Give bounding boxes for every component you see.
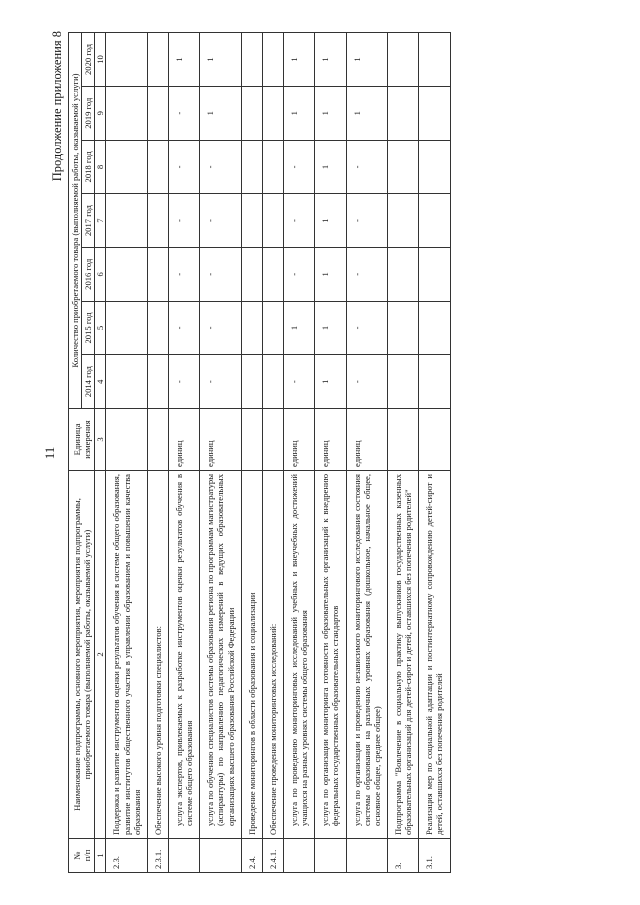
- column-number: 6: [95, 247, 106, 301]
- year-value: [387, 86, 418, 140]
- row-number: 3.1.: [419, 838, 450, 872]
- row-name: услуга по организации и проведению независимого мониторингового исследования состояния системы образования на различных уровнях образования (дошкольное, начальное общее, основное общее, среднее общее): [346, 470, 387, 838]
- year-value: -: [200, 354, 241, 408]
- year-value: -: [346, 354, 387, 408]
- header-quantity: Количество приобретаемого товара (выполняемой работы, оказываемой услуги): [69, 32, 82, 408]
- year-value: [262, 32, 283, 86]
- row-name: Реализация мер по социальной адаптации и постинтернатному сопровождению детей-сирот и детей, оставшихся без попечения родителей: [419, 470, 450, 838]
- row-unit: единиц: [346, 408, 387, 470]
- row-number: 2.4.1.: [262, 838, 283, 872]
- table-row: [106, 32, 147, 872]
- year-value: -: [168, 354, 199, 408]
- year-value: [387, 32, 418, 86]
- column-number: 2: [95, 470, 106, 838]
- column-number: 9: [95, 86, 106, 140]
- year-value: [387, 193, 418, 247]
- year-value: [387, 301, 418, 355]
- header-year: 2019 год: [82, 86, 95, 140]
- year-value: [147, 32, 168, 86]
- row-unit: единиц: [315, 408, 346, 470]
- year-value: [241, 354, 262, 408]
- row-number: [200, 838, 241, 872]
- table-row: [168, 32, 199, 872]
- year-value: [262, 193, 283, 247]
- row-name: Подпрограмма "Вовлечение в социальную практику выпускников государственных казенных образовательных организаций для детей-сирот и детей, оставшихся без попечения родителей": [387, 470, 418, 838]
- row-unit: [241, 408, 262, 470]
- year-value: -: [200, 140, 241, 194]
- year-value: -: [346, 301, 387, 355]
- row-number: [346, 838, 387, 872]
- year-value: 1: [315, 301, 346, 355]
- header-num: № п/п: [69, 838, 95, 872]
- year-value: [262, 354, 283, 408]
- column-number: 10: [95, 32, 106, 86]
- row-number: 2.3.: [106, 838, 147, 872]
- table-row: [241, 32, 262, 872]
- column-number: 3: [95, 408, 106, 470]
- header-name: Наименование подпрограммы, основного мероприятия, мероприятия подпрограммы, приобретаемого товара (выполняемой работы, оказываемой услуги): [69, 470, 95, 838]
- header-year: 2020 год: [82, 32, 95, 86]
- year-value: [419, 193, 450, 247]
- row-number: 2.4.: [241, 838, 262, 872]
- header-year: 2015 год: [82, 301, 95, 355]
- row-unit: [419, 408, 450, 470]
- year-value: [147, 247, 168, 301]
- row-unit: [387, 408, 418, 470]
- year-value: [262, 86, 283, 140]
- year-value: [262, 247, 283, 301]
- year-value: [106, 193, 147, 247]
- year-value: [106, 32, 147, 86]
- year-value: -: [283, 193, 314, 247]
- row-number: 2.3.1.: [147, 838, 168, 872]
- table-row: [147, 32, 168, 872]
- row-number: [168, 838, 199, 872]
- table-row: [262, 32, 283, 872]
- year-value: 1: [200, 86, 241, 140]
- year-value: 1: [315, 247, 346, 301]
- year-value: 1: [315, 193, 346, 247]
- year-value: [262, 140, 283, 194]
- year-value: [106, 86, 147, 140]
- year-value: -: [283, 247, 314, 301]
- year-value: [387, 354, 418, 408]
- year-value: [419, 354, 450, 408]
- header-unit: Единица измерения: [69, 408, 95, 470]
- row-unit: [262, 408, 283, 470]
- row-name: услуга по организации мониторинга готовности образовательных организаций к внедрению федеральных государственных образовательных стандартов: [315, 470, 346, 838]
- year-value: [241, 32, 262, 86]
- year-value: -: [168, 86, 199, 140]
- year-value: [106, 247, 147, 301]
- column-number: 5: [95, 301, 106, 355]
- year-value: [241, 301, 262, 355]
- year-value: [147, 354, 168, 408]
- row-number: [283, 838, 314, 872]
- year-value: 1: [315, 354, 346, 408]
- year-value: [147, 140, 168, 194]
- row-name: услуга по обучению специалистов системы образования региона по программам магистратуры (аспирантуры) по направлению педагогических измерений в ведущих образовательных организациях высшего образования Российской Федерации: [200, 470, 241, 838]
- year-value: -: [168, 301, 199, 355]
- continuation-label: Продолжение приложения 8: [50, 30, 64, 181]
- year-value: [419, 140, 450, 194]
- column-number: 4: [95, 354, 106, 408]
- table-row: [387, 32, 418, 872]
- year-value: 1: [168, 32, 199, 86]
- table-row: [283, 32, 314, 872]
- row-unit: [106, 408, 147, 470]
- year-value: -: [168, 140, 199, 194]
- year-value: 1: [200, 32, 241, 86]
- year-value: 1: [283, 32, 314, 86]
- page-number: 11: [42, 446, 57, 459]
- header-year: 2018 год: [82, 140, 95, 194]
- year-value: [387, 140, 418, 194]
- year-value: [106, 301, 147, 355]
- year-value: 1: [315, 32, 346, 86]
- row-name: Обеспечение высокого уровня подготовки специалистов:: [147, 470, 168, 838]
- header-year: 2017 год: [82, 193, 95, 247]
- year-value: -: [283, 140, 314, 194]
- header-year: 2016 год: [82, 247, 95, 301]
- year-value: [419, 32, 450, 86]
- row-name: Обеспечение проведения мониторинговых исследований:: [262, 470, 283, 838]
- row-name: Поддержка и развитие инструментов оценки результатов обучения в системе общего образования, развитие институтов общественного участия в управлении образованием и повышении качества образования: [106, 470, 147, 838]
- year-value: 1: [283, 301, 314, 355]
- year-value: 1: [346, 32, 387, 86]
- year-value: -: [168, 247, 199, 301]
- year-value: [106, 140, 147, 194]
- rotated-page: [40, 23, 600, 883]
- table-row: [419, 32, 450, 872]
- year-value: -: [200, 193, 241, 247]
- year-value: 1: [346, 86, 387, 140]
- year-value: [241, 140, 262, 194]
- row-name: услуга экспертов, привлекаемых к разработке инструментов оценки результатов обучения в системе общего образования: [168, 470, 199, 838]
- year-value: [387, 247, 418, 301]
- year-value: [419, 86, 450, 140]
- row-unit: единиц: [168, 408, 199, 470]
- year-value: -: [168, 193, 199, 247]
- column-number: 7: [95, 193, 106, 247]
- year-value: -: [200, 247, 241, 301]
- year-value: -: [346, 247, 387, 301]
- header-year: 2014 год: [82, 354, 95, 408]
- column-number: 1: [95, 838, 106, 872]
- column-numbers-row: [95, 32, 106, 872]
- year-value: 1: [283, 86, 314, 140]
- year-value: [147, 86, 168, 140]
- table-row: [200, 32, 241, 872]
- goods-quantity-table: [68, 32, 451, 873]
- year-value: [262, 301, 283, 355]
- table-row: [346, 32, 387, 872]
- year-value: [419, 301, 450, 355]
- year-value: -: [200, 301, 241, 355]
- year-value: [241, 193, 262, 247]
- row-unit: [147, 408, 168, 470]
- row-name: Проведение мониторингов в области образования и социализации: [241, 470, 262, 838]
- year-value: -: [346, 193, 387, 247]
- row-unit: единиц: [283, 408, 314, 470]
- row-name: услуга по проведению мониторинговых исследований учебных и внеучебных достижений учащихся на разных уровнях системы общего образования: [283, 470, 314, 838]
- year-value: [147, 301, 168, 355]
- year-value: [147, 193, 168, 247]
- year-value: 1: [315, 86, 346, 140]
- table-row: [315, 32, 346, 872]
- year-value: [241, 86, 262, 140]
- year-value: 1: [315, 140, 346, 194]
- year-value: [419, 247, 450, 301]
- year-value: -: [283, 354, 314, 408]
- row-number: [315, 838, 346, 872]
- row-number: 3.: [387, 838, 418, 872]
- year-value: [241, 247, 262, 301]
- year-value: -: [346, 140, 387, 194]
- year-value: [106, 354, 147, 408]
- column-number: 8: [95, 140, 106, 194]
- row-unit: единиц: [200, 408, 241, 470]
